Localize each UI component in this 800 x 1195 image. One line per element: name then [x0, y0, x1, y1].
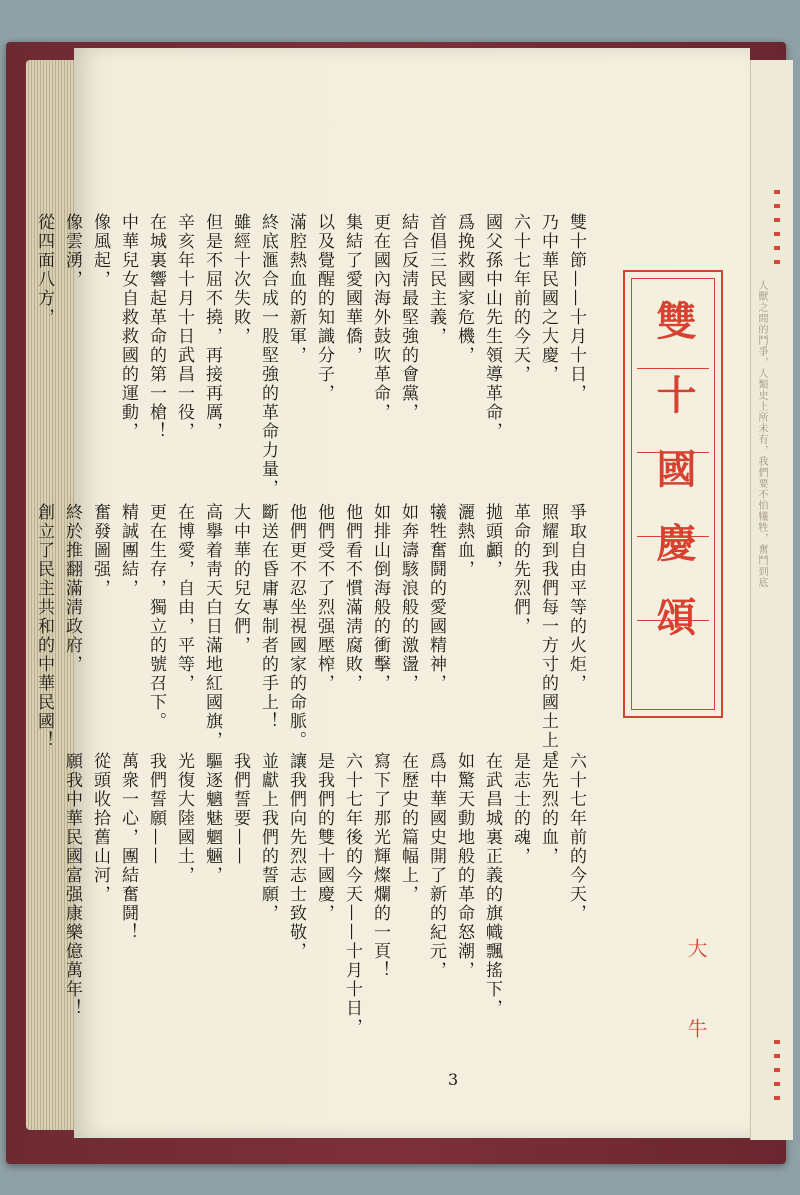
poem-line: 首倡三民主義， [426, 213, 446, 346]
poem-line: 驅逐魑魅魍魎， [202, 752, 222, 885]
poem-line: 如奔濤駭浪般的激盪， [398, 503, 418, 693]
poem-line: 爭取自由平等的火炬， [566, 503, 586, 693]
poem-line: 在歷史的篇幅上， [398, 752, 418, 904]
poem-line: 終底滙合成一股堅強的革命力量， [258, 213, 278, 498]
poem-stanza-1 [30, 213, 590, 498]
poem-line: 在城裏響起革命的第一槍！ [146, 213, 166, 441]
poem-line: 六十七年前的今天， [566, 752, 586, 923]
author-name: 大 牛 [684, 938, 708, 1058]
poem-line: 創立了民主共和的中華民國！ [34, 503, 54, 750]
poem-line: 在博愛，自由，平等， [174, 503, 194, 693]
poem-line: 並獻上我們的誓願， [258, 752, 278, 923]
poem-line: 讓我們向先烈志士致敬， [286, 752, 306, 961]
page-number: 3 [448, 1070, 459, 1089]
poem-line: 但是不屈不撓，再接再厲， [202, 213, 222, 441]
poem-line: 他們更不忍坐視國家的命脈。 [286, 503, 306, 750]
poem-line: 光復大陸國土， [174, 752, 194, 885]
poem-line: 他們受不了烈强壓榨， [314, 503, 334, 693]
poem-line: 我們誓願—— [146, 752, 166, 866]
poem-line: 爲挽救國家危機， [454, 213, 474, 365]
poem-line: 寫下了那光輝燦爛的一頁！ [370, 752, 390, 980]
poem-line: 是我們的雙十國慶， [314, 752, 334, 923]
poem-line: 高擧着靑天白日滿地紅國旗， [202, 503, 222, 750]
poem-line: 中華兒女自救救國的運動， [118, 213, 138, 441]
poem-line: 像風起， [90, 213, 110, 289]
poem-line: 大中華的兒女們， [230, 503, 250, 655]
poem-line: 六十七年前的今天， [510, 213, 530, 384]
poem-line: 是先烈的血， [538, 752, 558, 866]
poem-line: 從四面八方， [34, 213, 54, 327]
poem-line: 雙十節——十月十日， [566, 213, 586, 403]
poem-line: 萬衆一心，團結奮鬪！ [118, 752, 138, 942]
poem-line: 雖經十次失敗， [230, 213, 250, 346]
poem-line: 滿腔熱血的新軍， [286, 213, 306, 365]
poem-line: 國父孫中山先生領導革命， [482, 213, 502, 441]
poem-line: 革命的先烈們， [510, 503, 530, 636]
adjacent-page [750, 60, 793, 1140]
poem-line: 更在國內海外鼓吹革命， [370, 213, 390, 422]
adjacent-page-text: 人獸之間的鬥爭，人類史上所未有，我們要不怕犧牲，奮鬥到底 [756, 280, 767, 588]
poem-line: 乃中華民國之大慶， [538, 213, 558, 384]
poem-line: 辛亥年十月十日武昌一役， [174, 213, 194, 441]
poem-line: 灑熱血， [454, 503, 474, 579]
poem-line: 犧牲奮鬪的愛國精神， [426, 503, 446, 693]
poem-line: 精誠團結， [118, 503, 138, 598]
poem-stanza-2 [30, 503, 590, 769]
poem-line: 我們誓要—— [230, 752, 250, 866]
poem-line: 在武昌城裏正義的旗幟飄搖下， [482, 752, 502, 1018]
poem-line: 六十七年後的今天——十月十日， [342, 752, 362, 1037]
poem-line: 更在生存，獨立的號召下。 [146, 503, 166, 731]
poem-line: 終於推翻滿淸政府， [62, 503, 82, 674]
poem-line: 斷送在昏庸專制者的手上！ [258, 503, 278, 731]
poem-line: 願我中華民國富强康樂億萬年！ [62, 752, 82, 1018]
poem-line: 照耀到我們每一方寸的國土上。 [538, 503, 558, 769]
poem-line: 他們看不慣滿淸腐敗， [342, 503, 362, 693]
poem-line: 爲中華國史開了新的紀元， [426, 752, 446, 980]
poem-title: 雙十國慶頌 [650, 300, 697, 670]
poem-line: 以及覺醒的知識分子， [314, 213, 334, 403]
poem-line: 像雲湧， [62, 213, 82, 289]
title-box [623, 270, 723, 718]
adjacent-page-red-marks-lower [774, 1040, 784, 1100]
poem-stanza-3 [58, 752, 590, 1037]
poem-line: 從頭收拾舊山河， [90, 752, 110, 904]
poem-line: 是志士的魂， [510, 752, 530, 866]
poem-line: 拋頭顱， [482, 503, 502, 579]
poem-line: 如排山倒海般的衝擊， [370, 503, 390, 693]
adjacent-page-red-marks [774, 190, 784, 264]
poem-line: 奮發圖强， [90, 503, 110, 598]
poem-line: 結合反淸最堅強的會黨， [398, 213, 418, 422]
poem-line: 集結了愛國華僑， [342, 213, 362, 365]
poem-line: 如驚天動地般的革命怒潮， [454, 752, 474, 980]
